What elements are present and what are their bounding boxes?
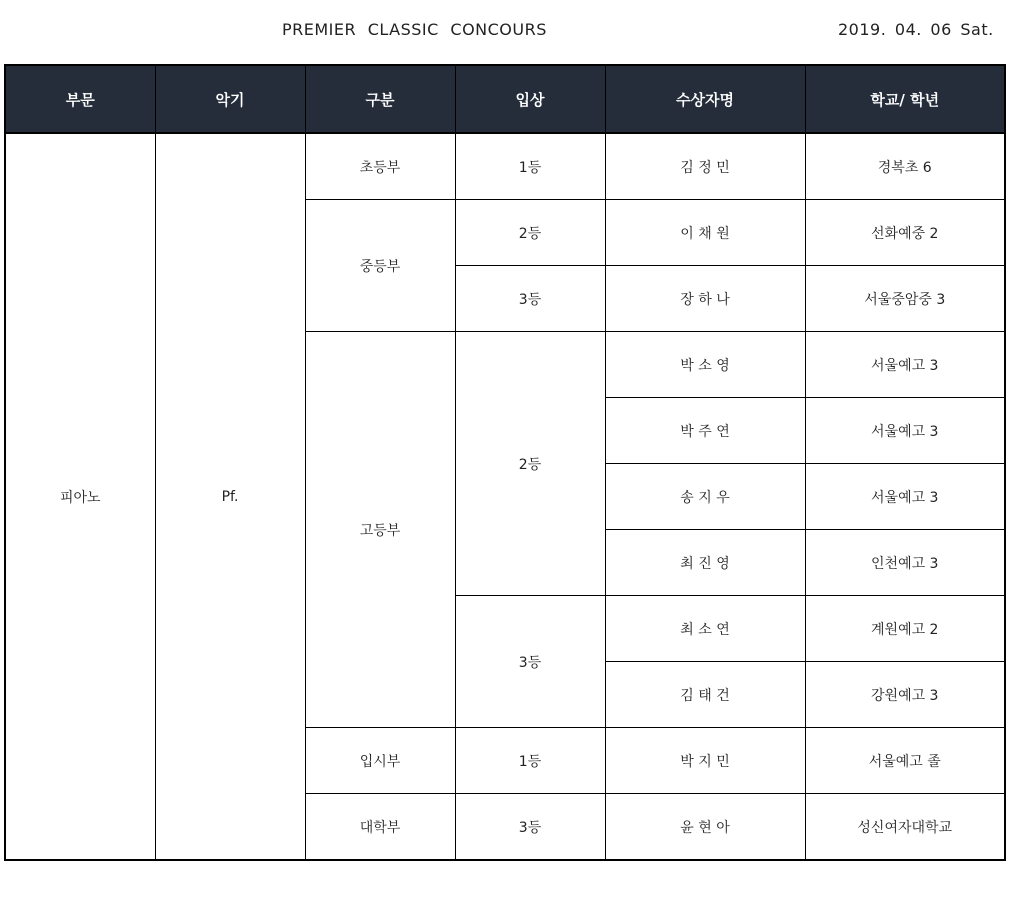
school-cell: 서울예고 3: [805, 332, 1005, 398]
table-row: [5, 133, 1005, 200]
column-header-rank: 입상: [455, 65, 605, 133]
instrument-cell: Pf.: [155, 133, 305, 860]
category-cell: 대학부: [305, 794, 455, 861]
column-header-division: 부문: [5, 65, 155, 133]
column-header-winner: 수상자명: [605, 65, 805, 133]
category-cell: 입시부: [305, 728, 455, 794]
rank-cell: 1등: [455, 728, 605, 794]
winner-name-cell: 박 소 영: [605, 332, 805, 398]
winner-name-cell: 이 채 원: [605, 200, 805, 266]
category-cell: 초등부: [305, 133, 455, 200]
winner-name-cell: 박 지 민: [605, 728, 805, 794]
winner-name-cell: 최 진 영: [605, 530, 805, 596]
winner-name-cell: 최 소 연: [605, 596, 805, 662]
rank-cell: 2등: [455, 332, 605, 596]
category-cell: 고등부: [305, 332, 455, 728]
school-cell: 선화예중 2: [805, 200, 1005, 266]
column-header-category: 구분: [305, 65, 455, 133]
winner-name-cell: 김 태 건: [605, 662, 805, 728]
school-cell: 인천예고 3: [805, 530, 1005, 596]
winner-name-cell: 김 정 민: [605, 133, 805, 200]
division-cell: 피아노: [5, 133, 155, 860]
header-row: [5, 65, 1005, 133]
rank-cell: 2등: [455, 200, 605, 266]
school-cell: 서울중암중 3: [805, 266, 1005, 332]
school-cell: 경복초 6: [805, 133, 1005, 200]
school-cell: 계원예고 2: [805, 596, 1005, 662]
school-cell: 강원예고 3: [805, 662, 1005, 728]
rank-cell: 1등: [455, 133, 605, 200]
winner-name-cell: 박 주 연: [605, 398, 805, 464]
school-cell: 서울예고 졸: [805, 728, 1005, 794]
school-cell: 서울예고 3: [805, 398, 1005, 464]
column-header-instrument: 악기: [155, 65, 305, 133]
column-header-school: 학교/ 학년: [805, 65, 1005, 133]
rank-cell: 3등: [455, 596, 605, 728]
winner-name-cell: 송 지 우: [605, 464, 805, 530]
winner-name-cell: 장 하 나: [605, 266, 805, 332]
category-cell: 중등부: [305, 200, 455, 332]
page-title: PREMIER CLASSIC CONCOURS: [282, 20, 547, 39]
rank-cell: 3등: [455, 794, 605, 861]
school-cell: 성신여자대학교: [805, 794, 1005, 861]
rank-cell: 3등: [455, 266, 605, 332]
winner-name-cell: 윤 현 아: [605, 794, 805, 861]
school-cell: 서울예고 3: [805, 464, 1005, 530]
results-table: [4, 64, 1006, 861]
event-date: 2019. 04. 06 Sat.: [838, 20, 994, 39]
